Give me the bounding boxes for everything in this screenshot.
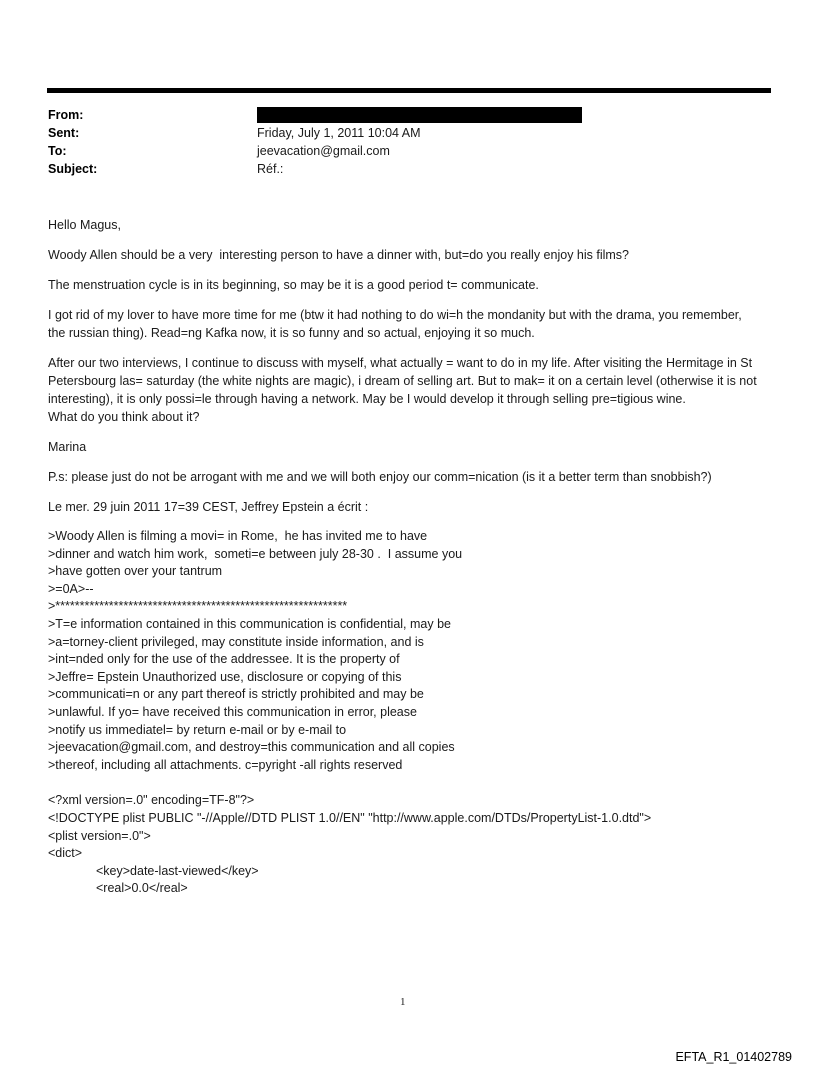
quoted-line: >************************************************************ xyxy=(48,599,348,614)
xml-fragment xyxy=(48,792,758,898)
xml-line: <real>0.0</real> xyxy=(96,881,188,896)
to-row xyxy=(48,142,748,160)
quoted-line: >Woody Allen is filming a movi= in Rome, he has invited me to have xyxy=(48,529,428,543)
header-divider xyxy=(47,88,771,93)
paragraph-5: What do you think about it? xyxy=(48,410,200,424)
quoted-line: >jeevacation@gmail.com, and destroy=this communication and all copies xyxy=(48,740,455,755)
from-row xyxy=(48,106,748,124)
quote-intro: Le mer. 29 juin 2011 17=39 CEST, Jeffrey Epstein a écrit : xyxy=(48,500,369,514)
sent-value: Friday, July 1, 2011 10:04 AM xyxy=(257,126,421,140)
quoted-line: >notify us immediatel= by return e-mail or by e-mail to xyxy=(48,722,347,737)
to-label: To: xyxy=(48,144,67,158)
quoted-line: >dinner and watch him work, someti=e between july 28-30 . I assume you xyxy=(48,546,463,561)
paragraph-4: After our two interviews, I continue to discuss with myself, what actually = want to do in my life. After visiting the Hermitage in St Petersbourg las= saturday (the white nights are magic), i dream of selling art. But to mak= it on a certain level (otherwise it is not interesting), it is only possi=le through having a network. May be I would develop it through selling pre=tigious wine. xyxy=(48,356,761,406)
paragraph-2: The menstruation cycle is in its beginning, so may be it is a good period t= communicate. xyxy=(48,278,539,292)
quoted-line: >unlawful. If yo= have received this communication in error, please xyxy=(48,704,417,719)
email-body xyxy=(48,216,761,898)
greeting: Hello Magus, xyxy=(48,218,121,232)
redacted-sender xyxy=(257,107,582,123)
paragraph-3: I got rid of my lover to have more time for me (btw it had nothing to do wi=h the mondanity but with the drama, you remember, the russian thing). Read=ng Kafka now, it is so funny and so actual, enjoying it so much. xyxy=(48,308,746,340)
quoted-line: >int=nded only for the use of the addressee. It is the property of xyxy=(48,652,400,667)
signature: Marina xyxy=(48,440,87,454)
email-header xyxy=(48,106,748,178)
quoted-message xyxy=(48,528,758,774)
subject-label: Subject: xyxy=(48,162,98,176)
xml-line: <dict> xyxy=(48,846,83,861)
quoted-line: >have gotten over your tantrum xyxy=(48,564,223,579)
xml-line: <key>date-last-viewed</key> xyxy=(96,863,259,878)
quoted-line: >a=torney-client privileged, may constitute inside information, and is xyxy=(48,634,424,649)
sent-row xyxy=(48,124,748,142)
quoted-line: >thereof, including all attachments. c=pyright -all rights reserved xyxy=(48,757,403,772)
quoted-line: >=0A>-- xyxy=(48,581,94,596)
page-number: 1 xyxy=(400,996,406,1008)
quoted-line: >communicati=n or any part thereof is strictly prohibited and may be xyxy=(48,687,424,702)
xml-line: <?xml version=.0" encoding=TF-8"?> xyxy=(48,793,255,808)
document-id: EFTA_R1_01402789 xyxy=(675,1050,792,1064)
sent-label: Sent: xyxy=(48,126,80,140)
subject-row xyxy=(48,160,748,178)
postscript: P.s: please just do not be arrogant with me and we will both enjoy our comm=nication (is it a better term than snobbish?) xyxy=(48,470,712,484)
quoted-line: >T=e information contained in this communication is confidential, may be xyxy=(48,616,451,631)
xml-line: <!DOCTYPE plist PUBLIC "-//Apple//DTD PLIST 1.0//EN" "http://www.apple.com/DTDs/PropertyList-1.0.dtd"> xyxy=(48,810,652,825)
xml-line: <plist version=.0"> xyxy=(48,828,151,843)
to-value: jeevacation@gmail.com xyxy=(257,144,390,158)
from-label: From: xyxy=(48,108,84,122)
subject-value: Réf.: xyxy=(257,162,284,176)
paragraph-1: Woody Allen should be a very interesting person to have a dinner with, but=do you really enjoy his films? xyxy=(48,248,630,262)
quoted-line: >Jeffre= Epstein Unauthorized use, disclosure or copying of this xyxy=(48,669,402,684)
